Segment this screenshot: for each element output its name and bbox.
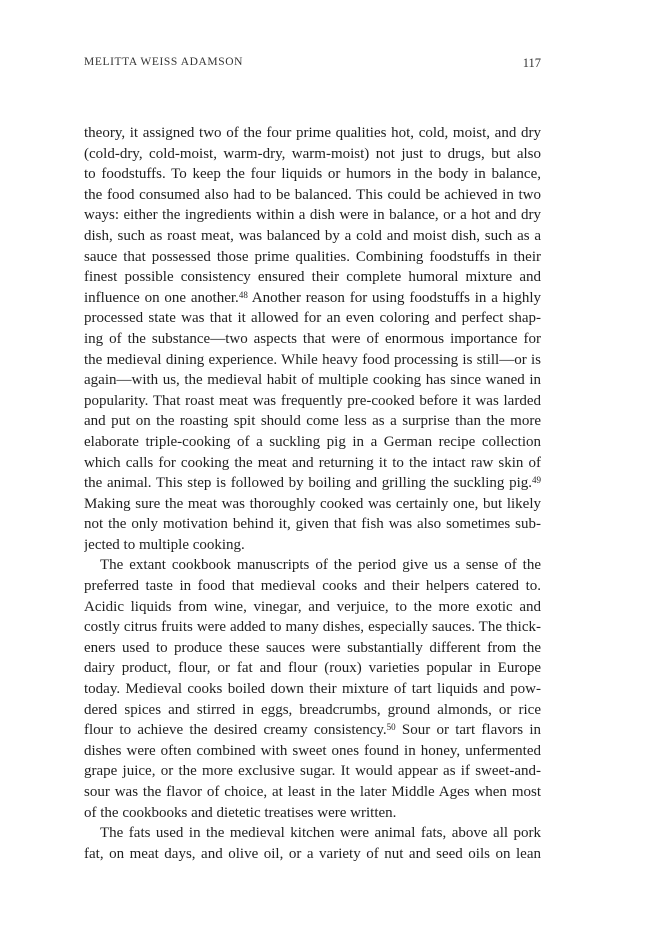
- text-line: [84, 720, 541, 741]
- text-line: fat, on meat days, and olive oil, or a variety of nut and seed oils on lean: [84, 845, 541, 862]
- text-line: processed state was that it allowed for an even coloring and perfect shap-: [84, 310, 541, 327]
- text-line: elaborate triple-cooking of a suckling pig in a German recipe collection: [84, 433, 541, 450]
- text-line: [84, 473, 541, 494]
- text-line: sauce that possessed those prime qualities. Combining foodstuffs in their: [84, 248, 541, 265]
- text-line: dairy product, flour, or fat and flour (roux) varieties popular in Europe: [84, 660, 541, 677]
- text-line: dish, such as roast meat, was balanced by a cold and moist dish, such as a: [84, 227, 541, 244]
- text-line: Acidic liquids from wine, vinegar, and verjuice, to the more exotic and: [84, 598, 541, 615]
- text-line: costly citrus fruits were added to many dishes, especially sauces. The thick-: [84, 619, 541, 636]
- text-line: which calls for cooking the meat and returning it to the intact raw skin of: [84, 454, 541, 471]
- running-head: [84, 56, 541, 72]
- text-line: dishes were often combined with sweet ones found in honey, unfermented: [84, 742, 541, 759]
- paragraph: [84, 823, 541, 864]
- text-line: The fats used in the medieval kitchen were animal fats, above all pork: [100, 825, 541, 842]
- text-line: ways: either the ingredients within a dish were in balance, or a hot and dry: [84, 207, 541, 224]
- text-line: not the only motivation behind it, given that fish was also sometimes sub-: [84, 516, 541, 533]
- text-line: grape juice, or the more exclusive sugar. It would appear as if sweet-and-: [84, 763, 541, 780]
- text-segment: influence on one another.: [84, 289, 239, 306]
- text-line: to foodstuffs. To keep the four liquids or humors in the body in balance,: [84, 166, 541, 183]
- text-line: the medieval dining experience. While heavy food processing is still—or is: [84, 351, 541, 368]
- text-line: preferred taste in food that medieval cooks and their helpers catered to.: [84, 578, 541, 595]
- text-line: theory, it assigned two of the four prime qualities hot, cold, moist, and dry: [84, 125, 541, 141]
- text-segment: the animal. This step is followed by boiling and grilling the suckling pig.: [84, 475, 532, 492]
- text-line: The extant cookbook manuscripts of the period give us a sense of the: [100, 557, 541, 574]
- text-line: Making sure the meat was thoroughly cooked was certainly one, but likely: [84, 495, 541, 512]
- text-line: jected to multiple cooking.: [84, 536, 245, 553]
- footnote-marker: 48: [238, 289, 248, 300]
- text-line: the food consumed also had to be balanced. This could be achieved in two: [84, 186, 541, 203]
- page-number: 117: [522, 56, 541, 70]
- text-line: finest possible consistency ensured their complete humoral mixture and: [84, 269, 541, 286]
- text-line: ing of the substance—two aspects that were of enormous importance for: [84, 330, 541, 347]
- text-line: and put on the roasting spit should come less as a surprise than the more: [84, 413, 541, 430]
- paragraph: [84, 555, 541, 823]
- text-line: (cold-dry, cold-moist, warm-dry, warm-moist) not just to drugs, but also: [84, 145, 541, 162]
- text-segment: flour to achieve the desired creamy consistency.: [84, 722, 387, 739]
- text-segment: Sour or tart flavors in: [395, 722, 541, 739]
- footnote-marker: 50: [386, 722, 396, 733]
- text-line: [84, 288, 541, 309]
- footnote-marker: 49: [532, 475, 541, 486]
- text-line: today. Medieval cooks boiled down their mixture of tart liquids and pow-: [84, 681, 541, 698]
- text-line: popularity. That roast meat was frequently pre-cooked before it was larded: [84, 392, 541, 409]
- text-segment: Another reason for using foodstuffs in a highly: [247, 289, 541, 306]
- text-line: of the cookbooks and dietetic treatises were written.: [84, 804, 397, 821]
- body-text: [84, 123, 541, 864]
- text-line: eners used to produce these sauces were substantially different from the: [84, 639, 541, 656]
- text-line: dered spices and stirred in eggs, breadcrumbs, ground almonds, or rice: [84, 701, 541, 718]
- running-head-author: MELITTA WEISS ADAMSON: [84, 56, 244, 68]
- text-line: again—with us, the medieval habit of multiple cooking has since waned in: [84, 372, 541, 389]
- text-line: sour was the flavor of choice, at least in the later Middle Ages when most: [84, 784, 541, 800]
- paragraph: [84, 123, 541, 555]
